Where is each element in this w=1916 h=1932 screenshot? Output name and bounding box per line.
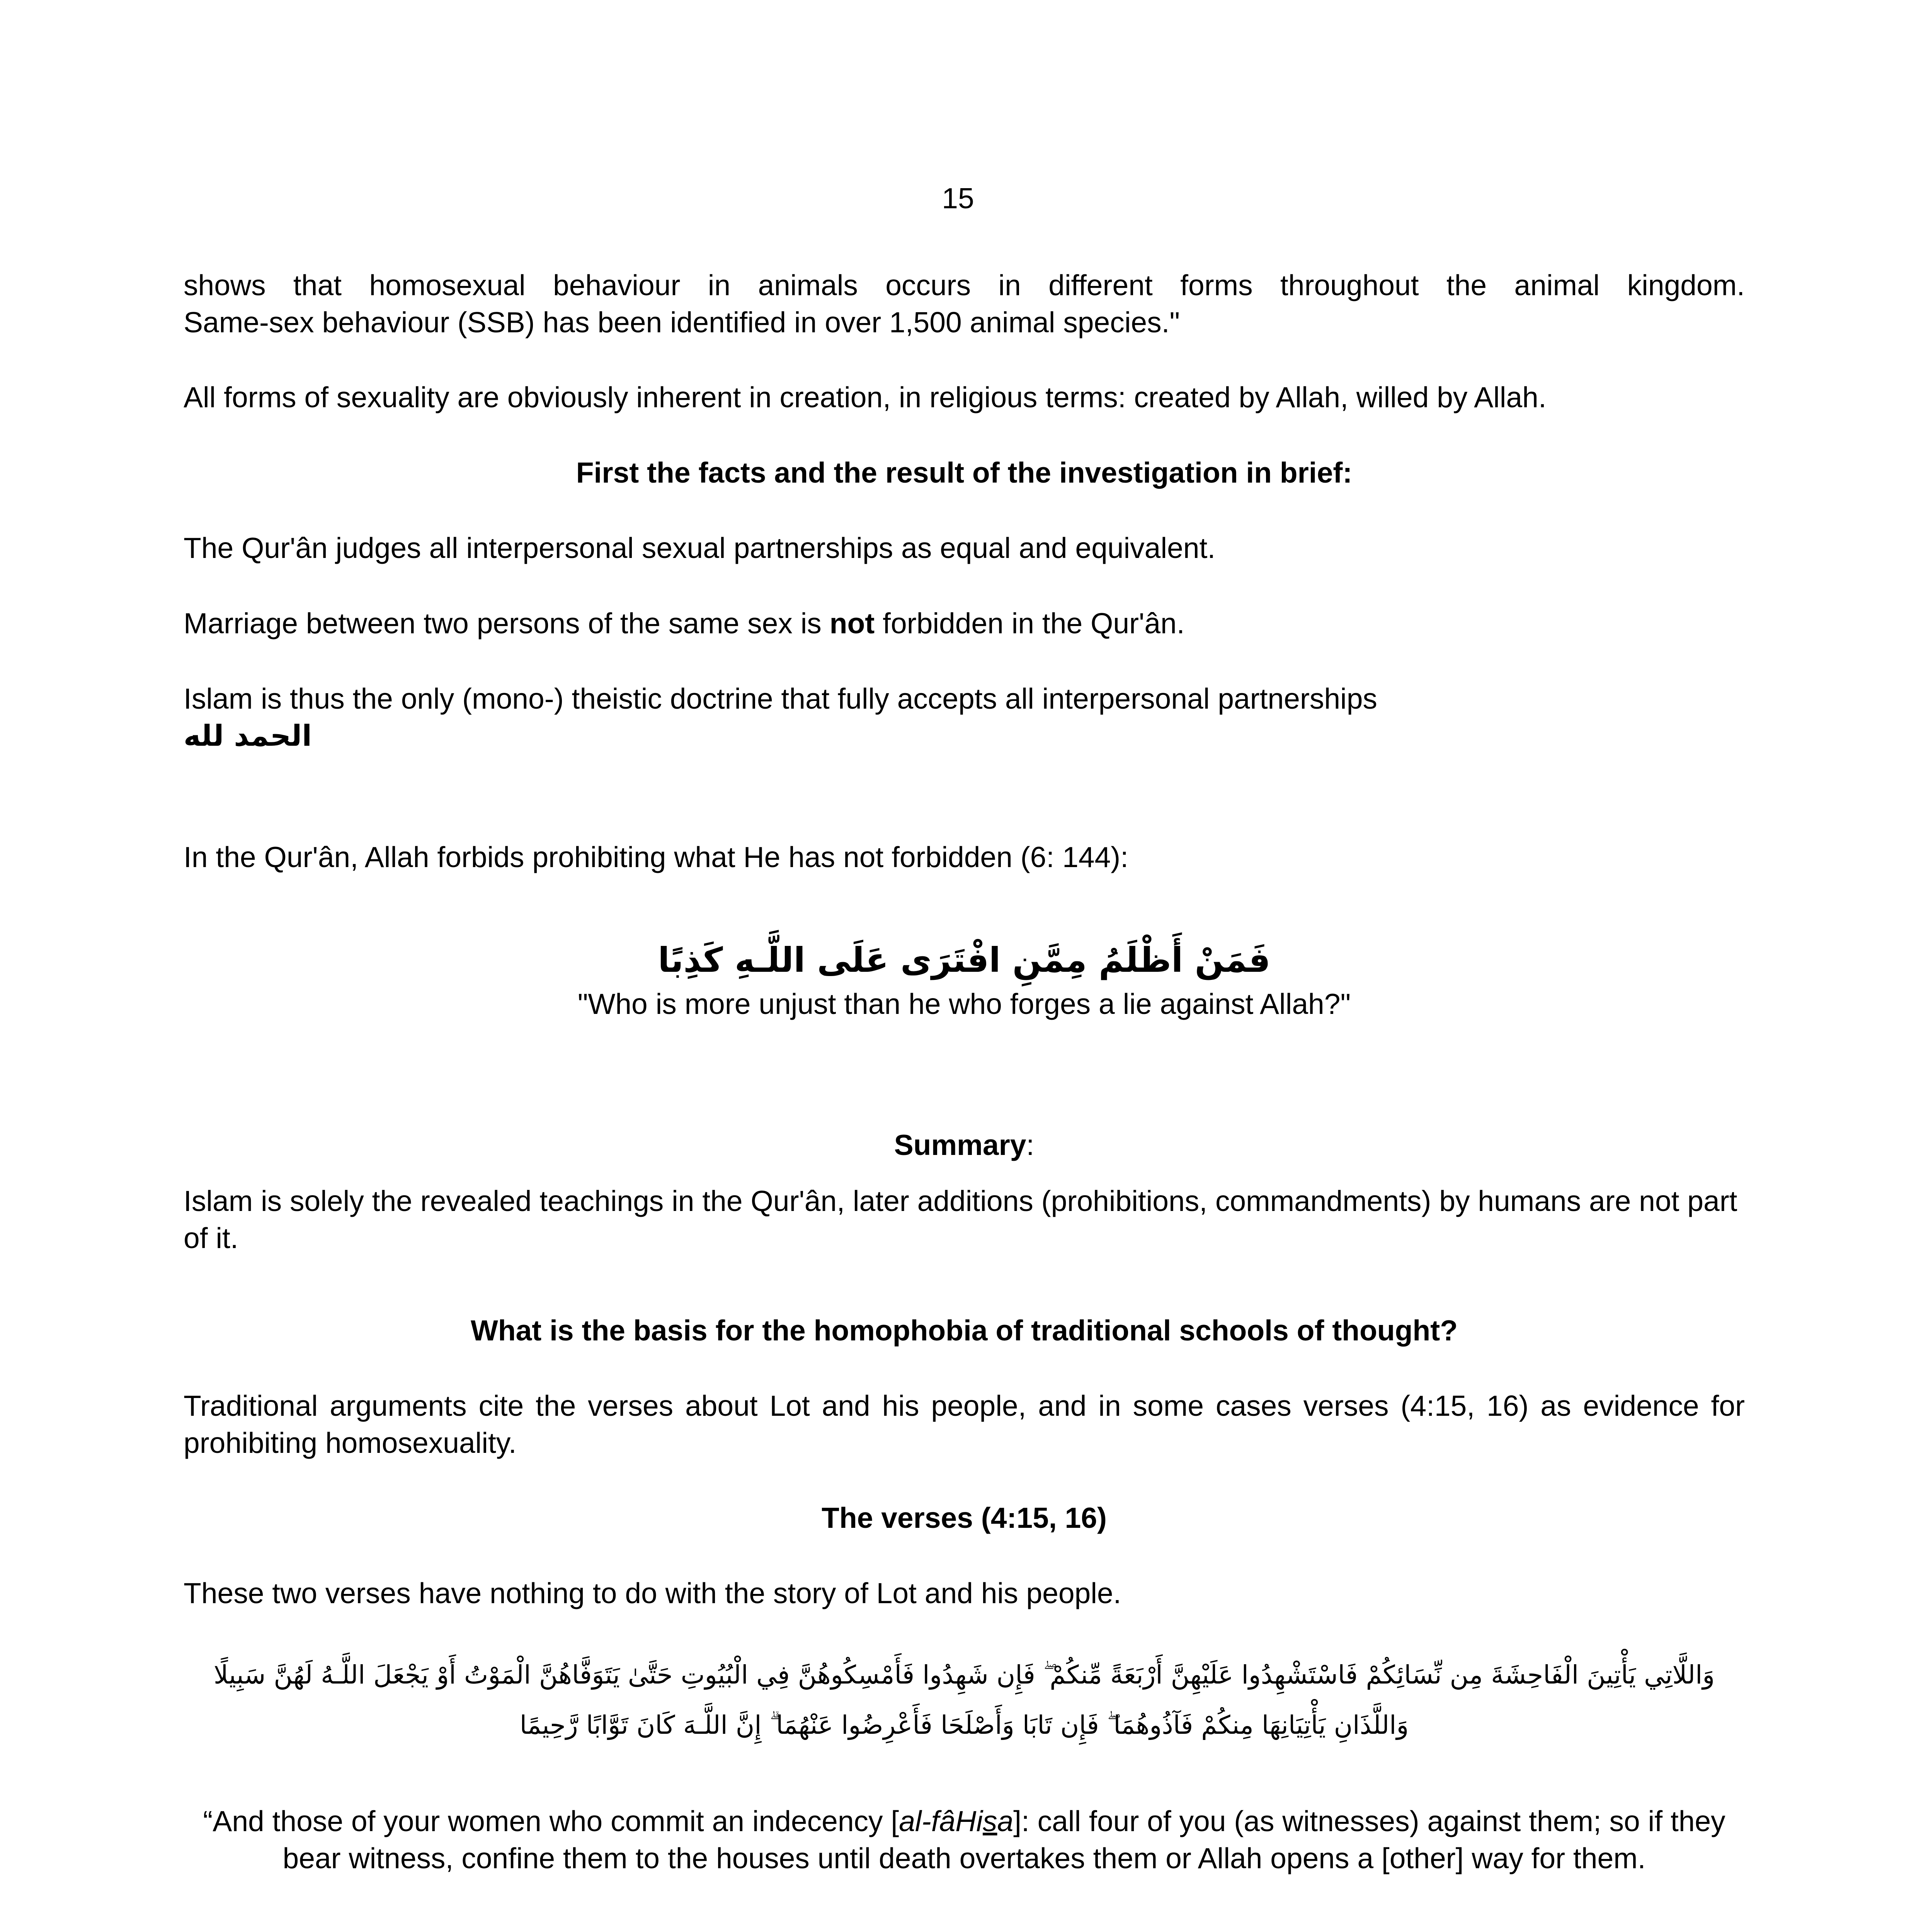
marriage-text-bold: not	[829, 607, 875, 639]
facts-heading: First the facts and the result of the investigation in brief:	[576, 456, 1353, 489]
summary-heading	[184, 1126, 1745, 1163]
summary-heading-text: Summary	[894, 1129, 1026, 1161]
sexuality-statement: All forms of sexuality are obviously inherent in creation, in religious terms: created by Allah, willed by Allah.	[184, 381, 1547, 413]
quran-judges-paragraph: The Qur'ân judges all interpersonal sexual partnerships as equal and equivalent.	[184, 532, 1216, 564]
verses-nothing: These two verses have nothing to do with the story of Lot and his people.	[184, 1577, 1121, 1609]
marriage-text-after: forbidden in the Qur'ân.	[875, 607, 1185, 639]
page-number: 15	[942, 182, 974, 214]
intro-line-1: shows that homosexual behaviour in animals occurs in different forms throughout the animal kingdom.	[184, 269, 1745, 301]
basis-heading: What is the basis for the homophobia of traditional schools of thought?	[470, 1314, 1458, 1347]
translation-4-15-part2: ]: call four of you (as witnesses) against them; so if they bear witness, confine them to the houses until death overtakes them or Allah opens a [other] way for them.	[282, 1805, 1725, 1874]
alhamdulillah-arabic: الحمد لله	[184, 719, 312, 753]
islam-statement	[184, 680, 1745, 754]
marriage-text-before: Marriage between two persons of the same sex is	[184, 607, 830, 639]
verse-6-144-arabic: فَمَنْ أَظْلَمُ مِمَّنِ افْتَرَى عَلَى اللَّـهِ كَذِبًا	[658, 940, 1271, 980]
islam-statement-text: Islam is thus the only (mono-) theistic doctrine that fully accepts all interpersonal partnerships	[184, 682, 1377, 715]
verse-6-144	[184, 939, 1745, 1022]
verses-4-15-16-arabic	[184, 1650, 1745, 1750]
verse-6-144-translation: "Who is more unjust than he who forges a lie against Allah?"	[577, 988, 1351, 1020]
intro-line-2: Same-sex behaviour (SSB) has been identified in over 1,500 animal species."	[184, 306, 1180, 338]
traditional-arguments: Traditional arguments cite the verses about Lot and his people, and in some cases verses (4:15, 16) as evidence for prohibiting homosexuality.	[184, 1389, 1745, 1459]
forbids-intro: In the Qur'ân, Allah forbids prohibiting what He has not forbidden (6: 144):	[184, 841, 1128, 873]
verse-4-15-arabic: وَاللَّاتِي يَأْتِينَ الْفَاحِشَةَ مِن نِّسَائِكُمْ فَاسْتَشْهِدُوا عَلَيْهِنَّ أَرْبَعَةً مِّنكُمْ ۖ فَإِن شَهِدُوا فَأَمْسِكُوهُنَّ فِي الْبُيُوتِ حَتَّىٰ يَتَوَفَّاهُنَّ الْمَوْتُ أَوْ يَجْعَلَ اللَّـهُ لَهُنَّ سَبِيلًا	[213, 1660, 1715, 1690]
summary-heading-colon: :	[1026, 1129, 1035, 1161]
translation-4-15	[184, 1803, 1745, 1877]
verses-heading: The verses (4:15, 16)	[822, 1502, 1107, 1534]
marriage-paragraph	[184, 605, 1745, 642]
verse-4-16-arabic: وَاللَّذَانِ يَأْتِيَانِهَا مِنكُمْ فَآذُوهُمَا ۖ فَإِن تَابَا وَأَصْلَحَا فَأَعْرِضُوا عَنْهُمَا ۗ إِنَّ اللَّـهَ كَانَ تَوَّابًا رَّحِيمًا	[519, 1710, 1409, 1740]
summary-text: Islam is solely the revealed teachings in the Qur'ân, later additions (prohibitions, commandments) by humans are not part of it.	[184, 1185, 1737, 1254]
translation-4-15-part1: “And those of your women who commit an indecency [	[203, 1805, 899, 1837]
intro-paragraph	[184, 267, 1745, 341]
translation-4-15-term: al-fâHisa	[899, 1805, 1014, 1837]
